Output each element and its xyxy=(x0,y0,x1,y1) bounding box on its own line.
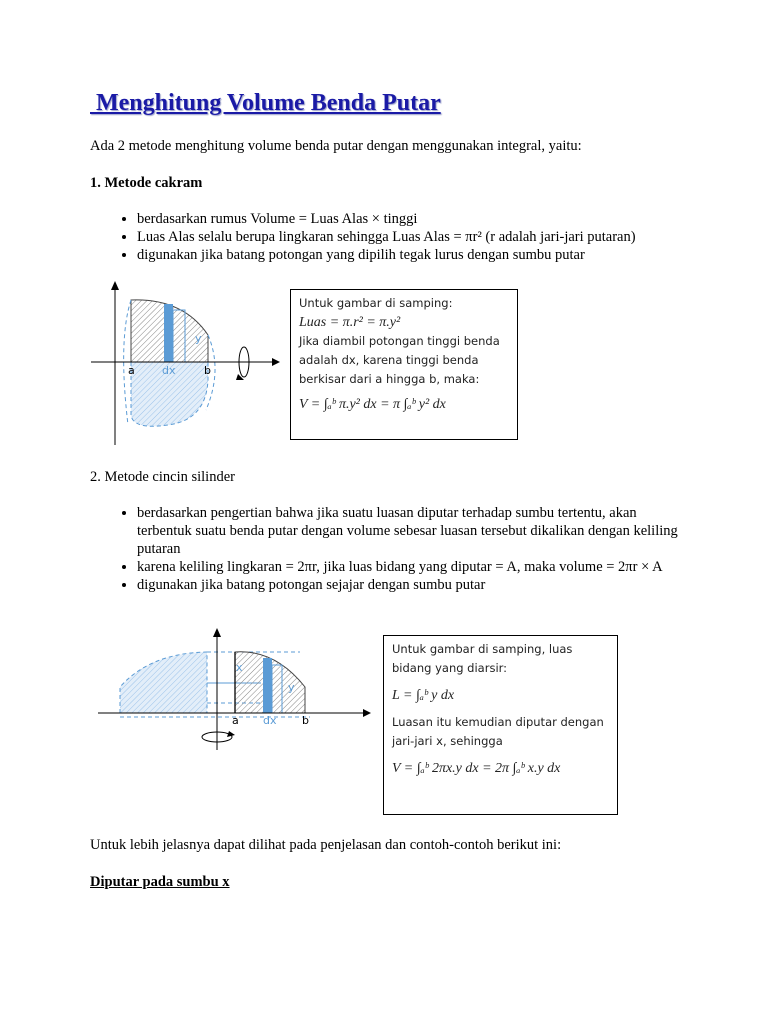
label-x: x xyxy=(236,661,243,674)
box-text: Untuk gambar di samping, luas xyxy=(392,642,573,656)
rotation-arrow-icon xyxy=(230,340,280,390)
method2-bullets xyxy=(112,504,692,594)
label-dx: dx xyxy=(263,714,277,727)
label-b: b xyxy=(204,364,211,377)
label-dx: dx xyxy=(162,364,176,377)
box-text: berkisar dari a hingga b, maka: xyxy=(299,372,480,386)
disc-method-explanation-box xyxy=(290,289,518,440)
subheading: Diputar pada sumbu x xyxy=(90,874,230,890)
shell-method-explanation-box xyxy=(383,635,618,815)
outro-text: Untuk lebih jelasnya dapat dilihat pada penjelasan dan contoh-contoh berikut ini: xyxy=(90,837,562,853)
label-y: y xyxy=(288,681,295,694)
list-item: • karena keliling lingkaran = 2πr, jika luas bidang yang diputar = A, maka volume = 2πr × A xyxy=(137,558,692,576)
shell-method-figure xyxy=(95,625,385,755)
label-y: y xyxy=(195,332,202,345)
box-text: Untuk gambar di samping: xyxy=(299,296,453,310)
box-text: adalah dx, karena tinggi benda xyxy=(299,353,479,367)
box-text: jari-jari x, sehingga xyxy=(392,734,503,748)
label-b: b xyxy=(302,714,309,727)
label-a: a xyxy=(232,714,239,727)
formula-area: Luas = π.r² = π.y² xyxy=(299,315,401,330)
box-text: Jika diambil potongan tinggi benda xyxy=(299,334,500,348)
method1-heading: 1. Metode cakram xyxy=(90,175,203,191)
list-item: • berdasarkan pengertian bahwa jika suatu luasan diputar terhadap sumbu tertentu, akan terbentuk suatu benda putar dengan volume sebesar luasan tersebut dikalikan dengan keliling putaran xyxy=(137,504,692,558)
formula-volume: V = ∫ₐᵇ π.y² dx = π ∫ₐᵇ y² dx xyxy=(299,397,446,412)
list-item: • digunakan jika batang potongan sejajar dengan sumbu putar xyxy=(137,576,692,594)
list-item: • berdasarkan rumus Volume = Luas Alas × tinggi xyxy=(137,210,697,228)
box-text: Luasan itu kemudian diputar dengan xyxy=(392,715,604,729)
method2-heading: 2. Metode cincin silinder xyxy=(90,469,235,485)
formula-volume: V = ∫ₐᵇ 2πx.y dx = 2π ∫ₐᵇ x.y dx xyxy=(392,761,561,776)
intro-text: Ada 2 metode menghitung volume benda putar dengan menggunakan integral, yaitu: xyxy=(90,138,582,154)
box-text: bidang yang diarsir: xyxy=(392,661,508,675)
page-title: Menghitung Volume Benda Putar xyxy=(90,90,441,116)
list-item: • Luas Alas selalu berupa lingkaran sehingga Luas Alas = πr² (r adalah jari-jari putaran) xyxy=(137,228,697,246)
list-item: • digunakan jika batang potongan yang dipilih tegak lurus dengan sumbu putar xyxy=(137,246,697,264)
label-a: a xyxy=(128,364,135,377)
rotation-arrow-icon xyxy=(202,731,235,742)
method1-bullets xyxy=(112,210,697,264)
formula-area: L = ∫ₐᵇ y dx xyxy=(392,688,455,703)
